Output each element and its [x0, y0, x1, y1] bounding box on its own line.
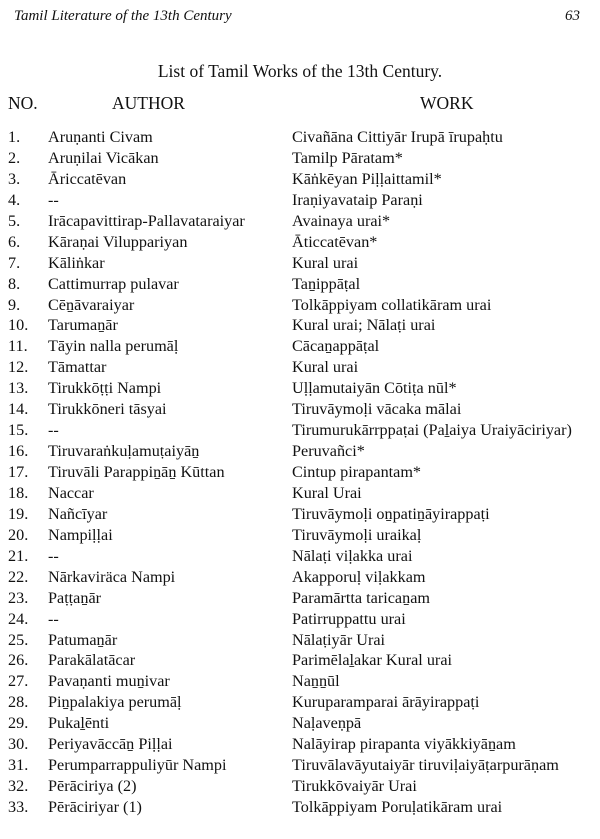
- row-author: --: [48, 609, 59, 628]
- list-row: [0, 399, 600, 420]
- row-work: Nālaṭi viḷakka urai: [292, 546, 413, 565]
- row-number: 32.: [8, 777, 29, 796]
- list-row: [0, 336, 600, 357]
- list-row: [0, 671, 600, 692]
- row-work: Kāṅkēyan Piḷḷaittamil*: [292, 169, 442, 188]
- running-title: Tamil Literature of the 13th Century: [14, 8, 232, 24]
- row-work: Cācaṉappāṭal: [292, 337, 380, 356]
- row-work: Āticcatēvan*: [292, 232, 378, 251]
- row-number: 2.: [8, 148, 21, 167]
- row-work: Iraṇiyavataip Paraṇi: [292, 190, 423, 209]
- list-row: [0, 630, 600, 651]
- list-row: [0, 755, 600, 776]
- row-author: Cēṉāvaraiyar: [48, 295, 135, 314]
- row-work: Civañāna Cittiyār Irupā īrupaḥtu: [292, 128, 503, 146]
- list-row: [0, 169, 600, 190]
- row-author: Pērāciriya (2): [48, 777, 137, 796]
- row-work: Naḷaveṇpā: [292, 714, 362, 733]
- list-row: [0, 315, 600, 336]
- row-author: --: [48, 190, 59, 209]
- list-row: [0, 650, 600, 671]
- list-row: [0, 546, 600, 567]
- row-author: Pērāciriyar (1): [48, 798, 142, 816]
- list-row: [0, 378, 600, 399]
- row-author: --: [48, 421, 59, 440]
- row-number: 17.: [8, 463, 29, 481]
- row-author: Aruṇanti Civam: [48, 128, 153, 146]
- row-author: Āriccatēvan: [48, 169, 127, 188]
- row-author: Irācapavittirap-Pallavataraiyar: [48, 211, 245, 230]
- row-number: 28.: [8, 693, 29, 712]
- row-work: Taṉippāṭal: [292, 274, 361, 293]
- list-row: [0, 441, 600, 462]
- row-author: Kāliṅkar: [48, 253, 105, 272]
- row-work: Nālaṭiyār Urai: [292, 630, 386, 649]
- row-number: 26.: [8, 651, 29, 670]
- list-row: [0, 692, 600, 713]
- row-number: 13.: [8, 379, 29, 398]
- row-work: Akapporuḷ viḷakkam: [292, 567, 426, 586]
- row-author: Pukaḻēnti: [48, 714, 110, 733]
- row-number: 31.: [8, 756, 29, 775]
- row-work: Tamilp Pāratam*: [292, 148, 403, 167]
- row-work: Kural urai; Nālaṭi urai: [292, 316, 436, 335]
- row-number: 21.: [8, 546, 29, 565]
- list-row: [0, 483, 600, 504]
- row-work: Patirruppattu urai: [292, 609, 406, 628]
- works-list: [0, 127, 600, 818]
- list-row: [0, 274, 600, 295]
- column-headers: [0, 93, 600, 115]
- row-number: 25.: [8, 630, 29, 649]
- row-number: 23.: [8, 588, 29, 607]
- row-work: Parimēlaḻakar Kural urai: [292, 651, 453, 670]
- row-author: Tirukkōṭṭi Nampi: [48, 379, 162, 398]
- row-work: Avainaya urai*: [292, 211, 391, 230]
- list-row: [0, 797, 600, 818]
- list-row: [0, 148, 600, 169]
- row-number: 3.: [8, 169, 21, 188]
- list-title: List of Tamil Works of the 13th Century.: [157, 61, 443, 81]
- row-author: Paṭṭaṉār: [48, 588, 102, 607]
- row-number: 22.: [8, 567, 29, 586]
- list-row: [0, 776, 600, 797]
- row-number: 6.: [8, 232, 21, 251]
- row-work: Tiruvāymoḷi vācaka mālai: [292, 400, 462, 419]
- row-number: 18.: [8, 483, 29, 502]
- row-number: 11.: [8, 337, 28, 356]
- list-row: [0, 734, 600, 755]
- list-row: [0, 232, 600, 253]
- row-number: 14.: [8, 400, 29, 419]
- row-author: Naccar: [48, 483, 94, 502]
- row-work: Kural urai: [292, 358, 359, 377]
- list-row: [0, 525, 600, 546]
- header-work: WORK: [420, 93, 474, 113]
- row-author: Nārkaviräca Nampi: [48, 567, 176, 586]
- row-work: Tolkāppiyam Poruḷatikāram urai: [292, 798, 503, 816]
- row-author: Aruṇilai Vicākan: [48, 148, 159, 167]
- header-no: NO.: [8, 93, 38, 113]
- list-row: [0, 567, 600, 588]
- row-author: Periyavāccāṉ Piḷḷai: [48, 735, 173, 754]
- row-number: 8.: [8, 274, 21, 293]
- list-row: [0, 253, 600, 274]
- row-work: Tiruvāymoḷi oṉpatiṉāyirappaṭi: [292, 504, 490, 523]
- row-number: 30.: [8, 735, 29, 754]
- row-author: Tiruvāli Parappiṉāṉ Kūttan: [48, 463, 225, 481]
- list-row: [0, 504, 600, 525]
- row-number: 29.: [8, 714, 29, 733]
- row-work: Tirukkōvaiyār Urai: [292, 777, 417, 796]
- row-work: Kural urai: [292, 253, 359, 272]
- list-row: [0, 609, 600, 630]
- row-work: Nalāyirap pirapanta viyākkiyāṉam: [292, 735, 516, 754]
- row-author: Parakālatācar: [48, 651, 136, 670]
- row-number: 15.: [8, 421, 29, 440]
- list-row: [0, 420, 600, 441]
- row-work: Tolkāppiyam collatikāram urai: [292, 295, 492, 314]
- row-number: 33.: [8, 798, 29, 816]
- row-number: 1.: [8, 128, 21, 146]
- row-author: Nampiḷḷai: [48, 525, 113, 544]
- list-row: [0, 588, 600, 609]
- list-row: [0, 295, 600, 316]
- page-number: 63: [565, 8, 580, 24]
- row-author: Tirukkōneri tāsyai: [48, 400, 167, 419]
- row-work: Naṉṉūl: [292, 672, 340, 691]
- row-number: 16.: [8, 442, 29, 461]
- row-number: 9.: [8, 295, 21, 314]
- list-row: [0, 462, 600, 483]
- list-row: [0, 713, 600, 734]
- row-number: 12.: [8, 358, 29, 377]
- list-row: [0, 357, 600, 378]
- row-author: Tāmattar: [48, 358, 107, 377]
- row-author: Piṉpalakiya perumāḷ: [48, 693, 182, 712]
- row-author: Kāraṇai Viluppariyan: [48, 232, 188, 251]
- row-author: Perumparrappuliyūr Nampi: [48, 756, 227, 775]
- row-number: 20.: [8, 525, 29, 544]
- row-number: 19.: [8, 504, 29, 523]
- header-author: AUTHOR: [112, 93, 185, 113]
- list-row: [0, 127, 600, 148]
- row-author: Nañcīyar: [48, 504, 108, 523]
- row-number: 10.: [8, 316, 29, 335]
- row-work: Uḷḷamutaiyān Cōtiṭa nūl*: [292, 379, 457, 398]
- row-author: Pavaṇanti muṉivar: [48, 672, 170, 691]
- row-work: Tiruvāymoḷi uraikaḷ: [292, 525, 422, 544]
- row-work: Tiruvālavāyutaiyār tiruviḷaiyāṭarpurāṇam: [292, 756, 559, 775]
- row-author: --: [48, 546, 59, 565]
- row-author: Patumaṉār: [48, 630, 118, 649]
- row-number: 27.: [8, 672, 29, 691]
- row-number: 7.: [8, 253, 21, 272]
- row-work: Cintup pirapantam*: [292, 463, 422, 481]
- row-work: Paramārtta taricaṉam: [292, 588, 430, 607]
- row-author: Cattimurrap pulavar: [48, 274, 179, 293]
- row-work: Tirumurukārrppaṭai (Paḻaiya Uraiyāciriyar): [292, 421, 572, 440]
- list-row: [0, 190, 600, 211]
- row-number: 4.: [8, 190, 21, 209]
- row-work: Kural Urai: [292, 483, 362, 502]
- row-author: Tiruvaraṅkuḷamuṭaiyāṉ: [48, 442, 200, 461]
- row-author: Tāyin nalla perumāḷ: [48, 337, 179, 356]
- row-number: 5.: [8, 211, 21, 230]
- row-number: 24.: [8, 609, 29, 628]
- list-row: [0, 211, 600, 232]
- row-work: Peruvañci*: [292, 442, 365, 461]
- running-head: [14, 8, 586, 28]
- row-author: Tarumaṉār: [48, 316, 118, 335]
- row-work: Kuruparamparai ārāyirappaṭi: [292, 693, 480, 712]
